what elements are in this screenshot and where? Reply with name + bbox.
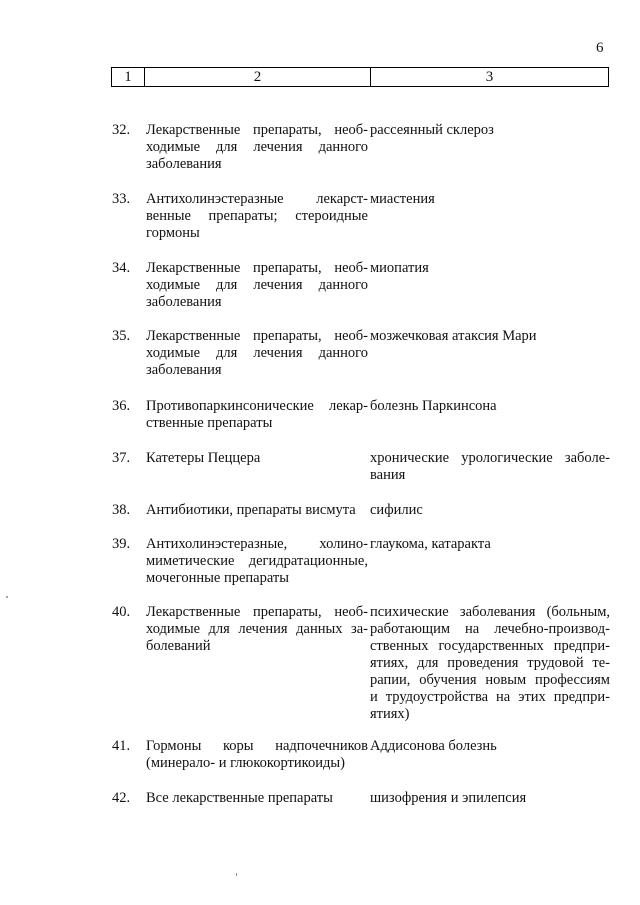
column-header-3: 3 [485, 69, 494, 85]
disease-cell [370, 738, 610, 755]
disease-line: болезнь Паркинсона [370, 398, 497, 414]
drug-line: заболевания [146, 156, 222, 172]
drug-cell [146, 790, 368, 807]
item-number: 36. [112, 398, 131, 414]
drug-line: Противопаркинсонические лекар- [146, 398, 368, 414]
drug-line: болеваний [146, 638, 211, 654]
drug-cell [146, 122, 368, 173]
drug-cell [146, 398, 368, 432]
column-header-1: 1 [112, 68, 145, 86]
disease-cell [370, 502, 610, 519]
drug-cell [146, 604, 368, 655]
column-header-2: 2 [145, 68, 371, 86]
disease-line: миастения [370, 191, 435, 207]
item-number: 41. [112, 738, 131, 754]
disease-cell [370, 536, 610, 553]
drug-line: Антибиотики, препараты висмута [146, 502, 356, 518]
disease-cell [370, 328, 610, 345]
drug-line: Все лекарственные препараты [146, 790, 333, 806]
disease-cell [370, 191, 610, 208]
drug-line: ственные препараты [146, 415, 273, 431]
drug-cell [146, 536, 368, 587]
disease-line: Аддисонова болезнь [370, 738, 497, 754]
disease-line: и трудоустройства на этих предпри- [370, 689, 610, 705]
disease-line: вания [370, 467, 406, 483]
drug-line: заболевания [146, 362, 222, 378]
drug-line: Катетеры Пеццера [146, 450, 261, 466]
drug-line: ходимые для лечения данных за- [146, 621, 368, 637]
drug-line: Лекарственные препараты, необ- [146, 260, 368, 276]
item-number: 38. [112, 502, 131, 518]
drug-cell [146, 328, 368, 379]
scan-speck [6, 596, 8, 598]
disease-line: сифилис [370, 502, 423, 518]
disease-line: миопатия [370, 260, 429, 276]
item-number: 40. [112, 604, 131, 620]
disease-cell [370, 398, 610, 415]
disease-line: рассеянный склероз [370, 122, 494, 138]
item-number: 35. [112, 328, 131, 344]
drug-cell [146, 738, 368, 772]
drug-line: Антихолинэстеразные, холино- [146, 536, 368, 552]
disease-cell [370, 604, 610, 723]
scan-speck [236, 873, 237, 876]
disease-line: мозжечковая атаксия Мари [370, 328, 537, 344]
item-number: 42. [112, 790, 131, 806]
item-number: 34. [112, 260, 131, 276]
drug-cell [146, 502, 368, 519]
drug-line: ходимые для лечения данного [146, 139, 368, 155]
disease-line: ятиях, для проведения трудовой те- [370, 655, 610, 671]
item-number: 32. [112, 122, 131, 138]
drug-line: Лекарственные препараты, необ- [146, 122, 368, 138]
item-number: 37. [112, 450, 131, 466]
drug-line: ходимые для лечения данного [146, 277, 368, 293]
drug-cell [146, 260, 368, 311]
disease-line: психические заболевания (больным, [370, 604, 610, 620]
disease-line: работающим на лечебно-производ- [370, 621, 610, 637]
disease-line: ственных государственных предпри- [370, 638, 610, 654]
disease-line: хронические урологические заболе- [370, 450, 610, 466]
drug-line: мочегонные препараты [146, 570, 289, 586]
disease-line: ятиях) [370, 706, 410, 722]
page-number: 6 [596, 40, 604, 56]
drug-line: ходимые для лечения данного [146, 345, 368, 361]
disease-cell [370, 450, 610, 484]
drug-line: (минерало- и глюкокортикоиды) [146, 755, 345, 771]
drug-line: Лекарственные препараты, необ- [146, 328, 368, 344]
disease-cell [370, 790, 610, 807]
drug-line: миметические дегидратационные, [146, 553, 368, 569]
disease-line: глаукома, катаракта [370, 536, 491, 552]
item-number: 33. [112, 191, 131, 207]
drug-cell [146, 191, 368, 242]
drug-line: Лекарственные препараты, необ- [146, 604, 368, 620]
disease-cell [370, 122, 610, 139]
disease-cell [370, 260, 610, 277]
drug-line: Антихолинэстеразные лекарст- [146, 191, 368, 207]
drug-line: Гормоны коры надпочечников [146, 738, 368, 754]
item-number: 39. [112, 536, 131, 552]
drug-line: венные препараты; стероидные [146, 208, 368, 224]
drug-cell [146, 450, 368, 467]
drug-line: гормоны [146, 225, 200, 241]
drug-line: заболевания [146, 294, 222, 310]
column-header-table [111, 67, 609, 87]
disease-line: шизофрения и эпилепсия [370, 790, 527, 806]
disease-line: рапии, обучения новым профессиям [370, 672, 610, 688]
